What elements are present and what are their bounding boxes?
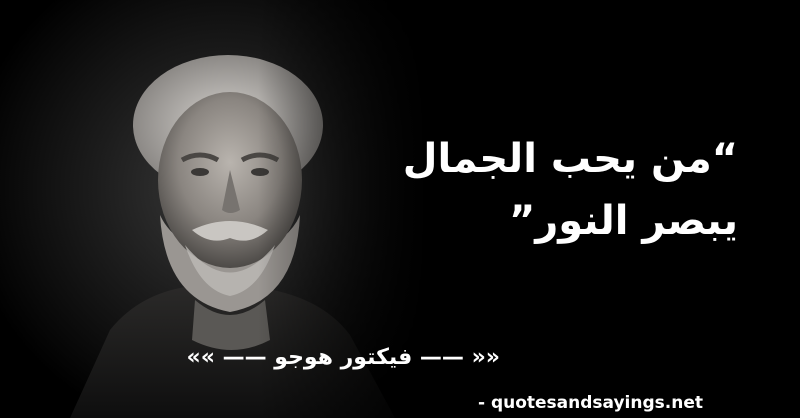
quote-line-2: يبصر النور” — [508, 198, 738, 244]
watermark: - quotesandsayings.net — [477, 393, 703, 413]
quote-line-1: “من يحب الجمال — [402, 136, 738, 182]
quote-text — [378, 128, 738, 252]
author-name: «« —— فيكتور هوجو —— »» — [186, 345, 500, 370]
